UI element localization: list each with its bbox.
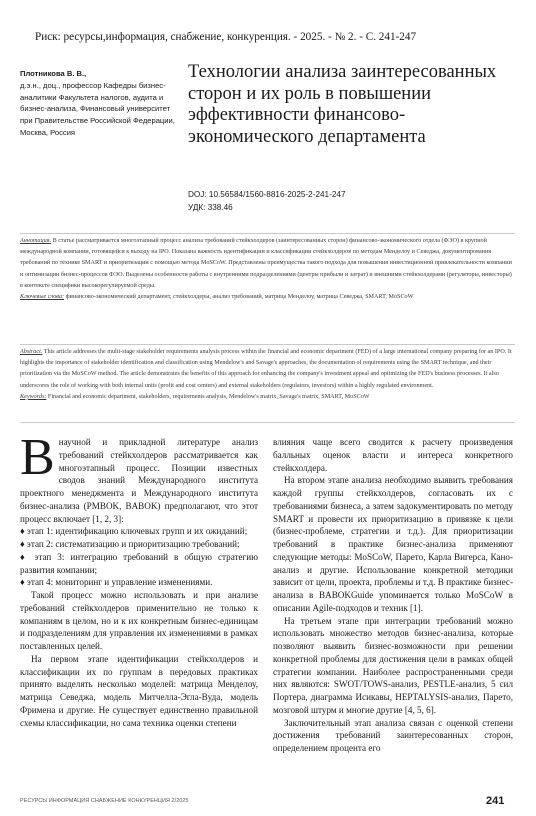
- abstract-label: Abstract.: [20, 349, 43, 355]
- paragraph: На первом этапе идентификации стейкхолдеров и классификации их по группам в передовых практиках принято выделять несколько моделей: матрица Менделоу, матрица Севеджа, модель Митчелла-Эгла-Вуда, модель Фримена и другие. Не существует единственно правильной схемы классификации, но сама техника оценки степени: [20, 653, 258, 728]
- annotation-text: В статье рассматривается многоэтапный процесс анализа требований стейкхолдеров (заинтересованных сторон) финансово-экономического отдела (ФЭО) в крупной международной компании, готовящейся к выходу на IPO. Показана важность идентификации и классификации стейкхолдеров по методам Менделоу и Севеджа, документирования требований по технике SMART и приоритизации с помощью метода MoSCoW. Представлены преимущества такого подхода для повышения инвестиционной привлекательности компании и оптимизации бизнес-процессов ФЭО. Выделены особенности работы с внутренними подразделениями (центры прибыли и затрат) и внешними стейкхолдерами (регуляторы, инвесторы) в контексте специфики высокорегулируемой среды.: [20, 238, 512, 289]
- divider: [20, 233, 515, 234]
- paragraph: Заключительный этап анализа связан с оценкой степени достижения требований заинтересованных сторон, определением процента его: [273, 717, 513, 753]
- journal-citation-header: Риск: ресурсы,информация, снабжение, конкуренция. - 2025. - № 2. - С. 241-247: [35, 31, 417, 43]
- doi: DOJ: 10.56584/1560-8816-2025-2-241-247: [188, 190, 346, 199]
- article-title: Технологии анализа заинтересованных сторон и их роль в повышении эффективности финансово-экономического департамента: [188, 62, 497, 147]
- divider: [20, 422, 515, 423]
- paragraph: научной и прикладной литературе анализ требований стейкхолдеров рассматривается как многоэтапный процесс. Позиции известных сводов знаний Международного института проектного менеджмента и Международного института бизнес-анализа (PMBOK, BABOK) предполагают, что этот процесс включает [1, 2, 3]:: [20, 437, 258, 524]
- paragraph: На третьем этапе при интеграции требований можно использовать множество методов бизнес-анализа, которые позволяют выявить бизнес-возможности при решении конкретной проблемы для достижения цели в рамках общей стратегии компании. Наиболее распространенными среди них являются: SWOT/TOWS-анализ, PESTLE-анализ, 5 сил Портера, диаграмма Исикавы, HEPTALYSIS-анализ, Парето, мозговой штурм и многие другие [4, 5, 6].: [273, 615, 513, 715]
- identifiers: [188, 188, 346, 214]
- author-block: [20, 68, 178, 139]
- list-item: ♦ этап 3: интеграцию требований в общую стратегию развития компании;: [20, 551, 258, 575]
- list-item: ♦ этап 1: идентификацию ключевых групп и их ожиданий;: [20, 526, 248, 537]
- udc: УДК: 338.46: [188, 203, 233, 212]
- drop-cap: В: [20, 429, 55, 486]
- keywords-ru-label: Ключевые слова:: [20, 294, 65, 301]
- body-column-left: [20, 429, 258, 729]
- annotation-label: Аннотация.: [20, 238, 52, 244]
- annotation-ru: [20, 236, 515, 303]
- keywords-ru-text: финансово-экономический департамент, стейкхолдеры, анализ требований, матрица Менделоу, матрица Севеджа, SMART, MoSCoW: [64, 294, 414, 301]
- list-item: ♦ этап 4: мониторинг и управление изменениями.: [20, 577, 213, 588]
- paragraph: Такой процесс можно использовать и при анализе требований стейкхолдеров применительно не только к компаниям в целом, но и к их конкретным бизнес-единицам и подразделениям для управления их изменениями в рамках поставленных целей.: [20, 590, 258, 651]
- author-affiliation: д.э.н., доц., профессор Кафедры бизнес-аналитики Факультета налогов, аудита и бизнес-анализа, Финансовый университет при Правительстве Российской Федерации, Москва, Россия: [20, 80, 175, 137]
- paragraph: На втором этапе анализа необходимо выявить требования каждой группы стейкхолдеров, согласовать их с требованиями бизнеса, а затем задокументировать по методу SMART и провести их приоритизацию в привязке к цели (бизнес-проблеме, стратегии и т.д.). Для приоритизации требований в практике бизнес-анализа применяют следующие методы: MoSCoW, Парето, Карла Вигерса, Кано-анализ и другие. Использование конкретной методики зависит от цели, проекта, проблемы и т.д. В практике бизнес-анализа в BABOKGuide упоминается только MoSCoW в описании Agile-подходов и техник [1].: [273, 475, 513, 613]
- body-column-right: [273, 436, 513, 755]
- keywords-en-label: Keywords:: [20, 393, 47, 400]
- keywords-en-text: Financial and economic department, stakeholders, requirements analysis, Mendelow's matrix, Savage's matrix, SMART, MoSCoW: [46, 393, 370, 400]
- paragraph: влияния чаще всего сводится к расчету произведения балльных оценок власти и интереса конкретного стейкхолдера.: [273, 437, 513, 473]
- footer-journal: РЕСУРСЫ ИНФОРМАЦИЯ СНАБЖЕНИЕ КОНКУРЕНЦИЯ 2/2025: [20, 798, 189, 804]
- page-number: 241: [486, 795, 505, 807]
- abstract-text: This article addresses the multi-stage stakeholder requirements analysis process within the financial and economic department (FED) of a large international company preparing for an IPO. It highlights the importance of stakeholder identification and classification using Mendelow's and Savage's approaches, the documentation of requirements using the SMART technique, and their prioritization via the MoSCoW method. The article demonstrates the benefits of this approach for enhancing the company's investment appeal and optimizing the FED's business processes. It also underscores the role of working with both internal units (profit and cost centers) and external stakeholders (regulators, investors) within a highly regulated environment.: [20, 349, 512, 389]
- divider: [20, 344, 515, 345]
- list-item: ♦ этап 2: систематизацию и приоритизацию требований;: [20, 539, 240, 549]
- abstract-en: [20, 347, 515, 403]
- author-name: Плотникова В. В.,: [20, 69, 87, 78]
